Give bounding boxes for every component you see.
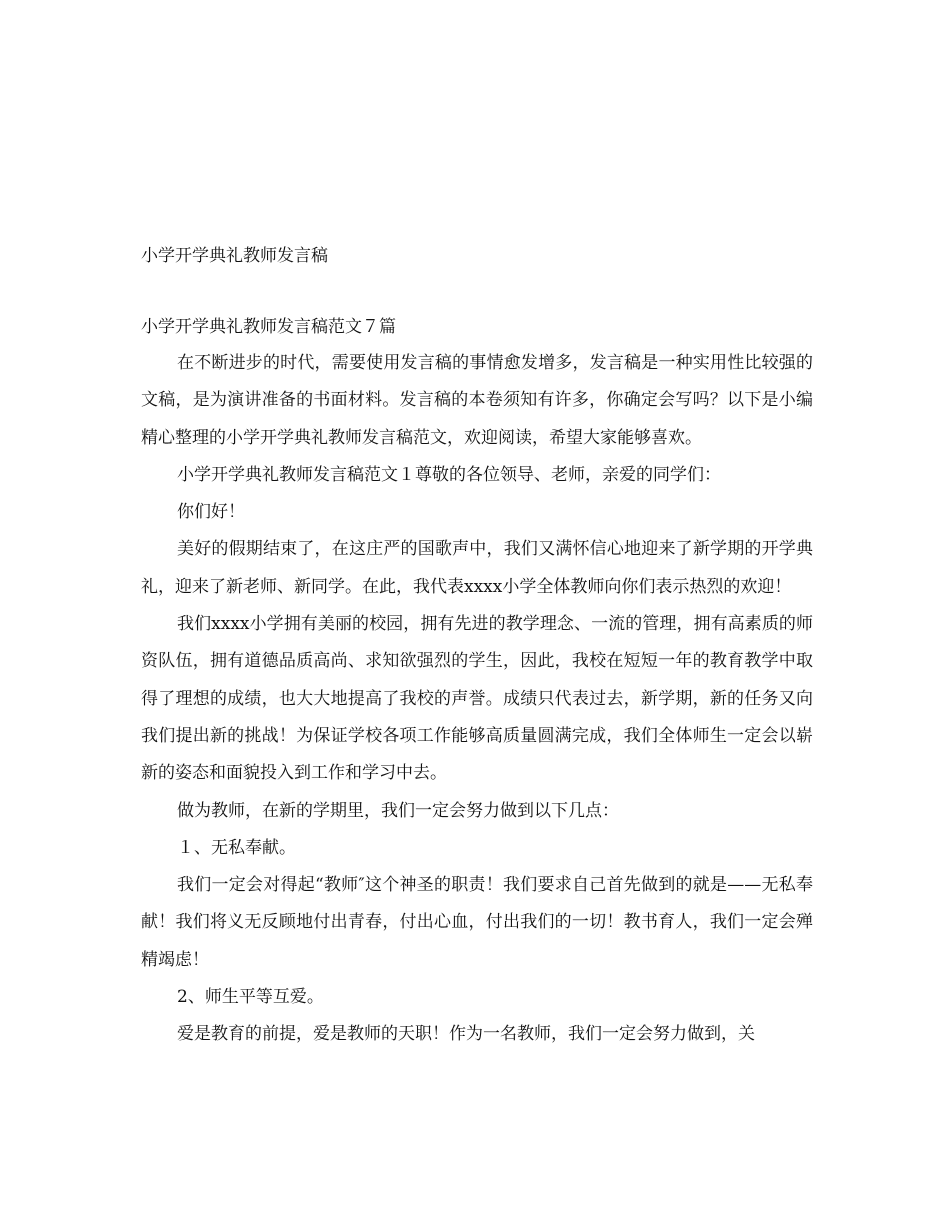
document-body xyxy=(141,313,813,1054)
paragraph-item-2-body: 爱是教育的前提，爱是教师的天职！作为一名教师，我们一定会努力做到，关 xyxy=(177,1024,755,1045)
paragraph-item-2-heading: 2、师生平等互爱。 xyxy=(177,987,324,1008)
paragraph-welcome: 美好的假期结束了，在这庄严的国歌声中，我们又满怀信心地迎来了新学期的开学典礼，迎来了新老师、新同学。在此，我代表xxxx小学全体教师向你们表示热烈的欢迎！ xyxy=(141,539,813,597)
document-subtitle: 小学开学典礼教师发言稿范文７篇 xyxy=(141,317,396,337)
paragraph-item-1-heading: １、无私奉献。 xyxy=(177,837,296,858)
document-title: 小学开学典礼教师发言稿 xyxy=(141,246,328,266)
paragraph-school-intro: 我们xxxx小学拥有美丽的校园，拥有先进的教学理念、一流的管理，拥有高素质的师资队伍，拥有道德品质高尚、求知欲强烈的学生，因此，我校在短短一年的教育教学中取得了理想的成绩，也大大地提高了我校的声誉。成绩只代表过去，新学期，新的任务又向我们提出新的挑战！为保证学校各项工作能够高质量圆满完成，我们全体师生一定会以崭新的姿态和面貌投入到工作和学习中去。 xyxy=(141,614,813,784)
paragraph-item-1-body: 我们一定会对得起“教师″这个神圣的职责！我们要求自己首先做到的就是——无私奉献！我们将义无反顾地付出青春，付出心血，付出我们的一切！教书育人，我们一定会殚精竭虑！ xyxy=(141,875,813,970)
paragraph-greeting: 你们好！ xyxy=(177,502,245,523)
paragraph-intro: 在不断进步的时代，需要使用发言稿的事情愈发增多，发言稿是一种实用性比较强的文稿，是为演讲准备的书面材料。发言稿的本卷须知有许多，你确定会写吗？以下是小编精心整理的小学开学典礼教师发言稿范文，欢迎阅读，希望大家能够喜欢。 xyxy=(141,353,813,448)
paragraph-salutation: 小学开学典礼教师发言稿范文１尊敬的各位领导、老师，亲爱的同学们： xyxy=(177,464,721,485)
paragraph-commitments: 做为教师，在新的学期里，我们一定会努力做到以下几点： xyxy=(177,800,619,821)
